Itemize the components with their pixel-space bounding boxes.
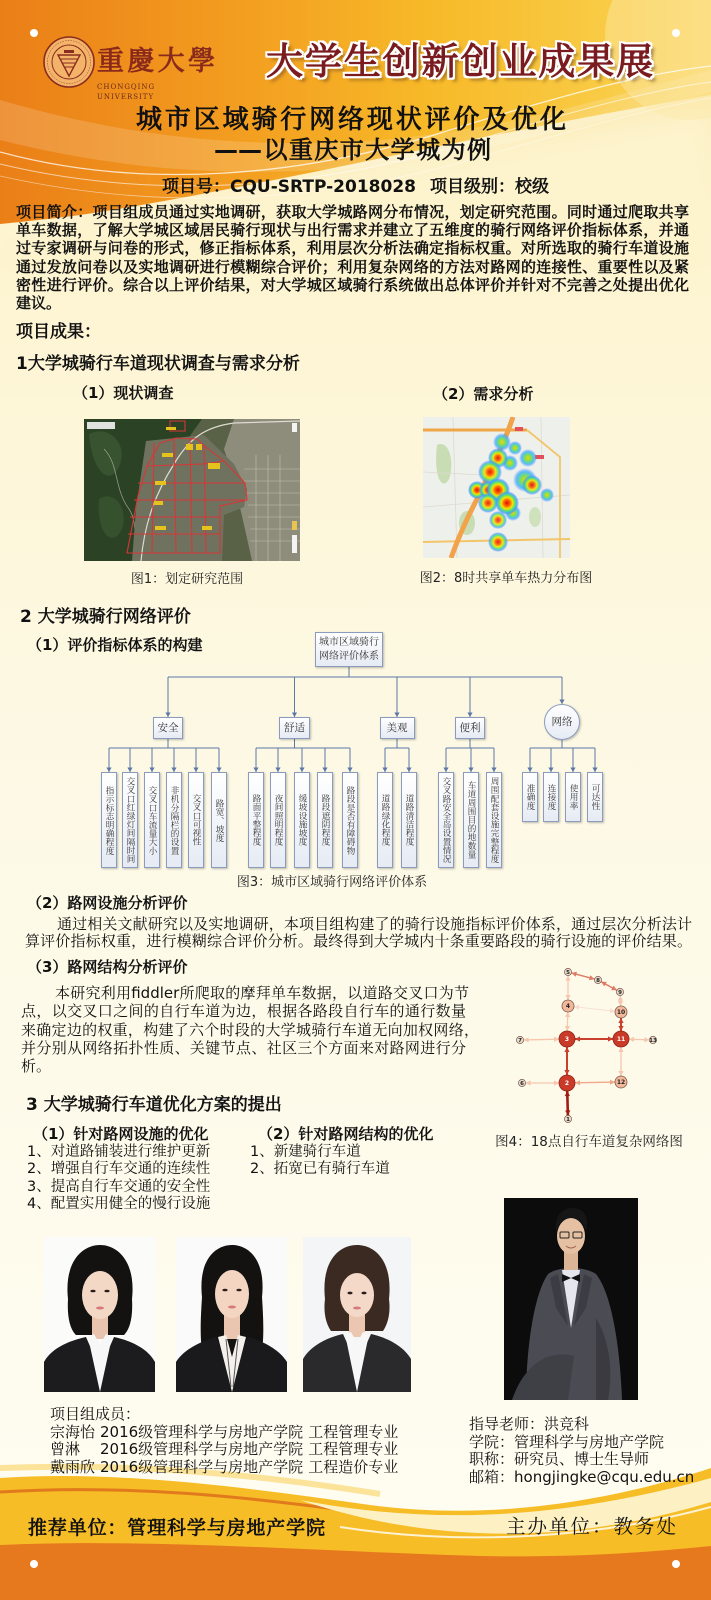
recommender-label: 推荐单位：: [28, 1517, 128, 1539]
advisor-school: 管理科学与房地产学院: [514, 1432, 665, 1451]
facility-optimization-title: （1）针对路网设施的优化: [33, 1125, 209, 1143]
team-member-row: [50, 1459, 398, 1477]
network-node-label: 13: [649, 1038, 657, 1044]
team-member-photo: [303, 1237, 411, 1392]
figure-1-caption: 图1：划定研究范围: [130, 572, 244, 587]
tree-leaf-indicator: 准确度: [522, 772, 538, 822]
facility-evaluation-paragraph: [25, 916, 692, 950]
abstract-line: 通过发放问卷以及实地调研进行模糊综合评价；利用复杂网络的方法对路网的连接性、重要性以及紧: [16, 257, 689, 276]
paragraph-line: 本研究利用fiddler所爬取的摩拜单车数据，以道路交叉口为节: [55, 984, 469, 1002]
tree-category-node: 美观: [380, 717, 415, 739]
network-edge: [574, 1007, 615, 1012]
results-heading: 项目成果：: [16, 322, 101, 342]
abstract-line: 建议。: [16, 293, 62, 312]
tree-leaf-indicator: 交叉口车流量大小: [144, 772, 160, 868]
network-edge-arrowhead: [565, 1091, 570, 1096]
network-edge-arrowhead: [618, 1047, 623, 1052]
advisor-photo: [504, 1198, 638, 1400]
paragraph-line: 来确定边的权重，构建了六个时段的大学城骑行车道无向加权网络，: [21, 1020, 479, 1039]
tree-leaf-indicator: 路段遮阴程度: [317, 772, 333, 868]
network-node-label: 5: [566, 970, 570, 976]
exhibition-title: 大学生创新创业成果展: [266, 40, 653, 83]
network-edge-arrowhead: [574, 1005, 579, 1010]
tree-leaf-indicator: 非机分隔栏的设置: [166, 772, 182, 868]
paragraph-line: 点，以交叉口之间的自行车道为边，根据各路段自行车的通行数量: [21, 1002, 466, 1021]
advisor-name-label: 指导老师：: [469, 1415, 545, 1433]
list-item: 1、新建骑行车道: [250, 1144, 361, 1160]
tree-root-node: [315, 632, 383, 667]
tree-leaf-indicator: 交叉路安全岛设置情况: [438, 772, 454, 868]
tree-category-node: 舒适: [279, 717, 310, 739]
network-node-label: 1: [566, 1117, 570, 1123]
network-edge-arrowhead: [618, 1071, 623, 1076]
network-edges: [524, 972, 650, 1116]
facility-optimization-list: [27, 1144, 210, 1213]
network-edge-arrowhead: [565, 1026, 570, 1031]
project-subtitle: ——以重庆市大学城为例: [214, 136, 491, 164]
network-edge-arrowhead: [564, 1047, 569, 1052]
network-edge-arrowhead: [526, 1080, 531, 1085]
team-member-row: [50, 1441, 398, 1459]
project-abstract: [16, 203, 689, 312]
figure-3-caption: 图3：城市区域骑行网络评价体系: [236, 875, 428, 890]
section-1-sub-status-survey: （1）现状调查: [73, 384, 174, 402]
advisor-info: [469, 1416, 694, 1487]
advisor-title-row: [469, 1451, 694, 1469]
organizer-name: 教务处: [613, 1515, 676, 1538]
structure-evaluation-paragraph: [21, 984, 479, 1076]
tree-leaf-indicator: 路面平整程度: [248, 772, 264, 868]
network-node-label: 12: [616, 1079, 626, 1086]
structure-optimization-list: [250, 1144, 390, 1179]
abstract-line: 密性进行评价。综合以上评价结果，对大学城区域骑行系统做出总体评价并针对不完善之处提出优化: [16, 275, 689, 294]
tree-leaf-indicator: 道路绿化程度: [377, 772, 393, 868]
network-edge-arrowhead: [565, 1012, 570, 1017]
advisor-email: hongjingke@cqu.edu.cn: [514, 1468, 695, 1487]
network-edge-arrowhead: [618, 1018, 623, 1023]
tree-leaf-indicator: 指示标志明确程度: [101, 772, 117, 868]
advisor-school-row: [469, 1434, 694, 1452]
project-level-label: 项目级别：: [429, 177, 515, 197]
network-edge-arrowhead: [565, 1110, 570, 1115]
network-edge: [575, 1082, 615, 1083]
section-1-heading: 1大学城骑行车道现状调查与需求分析: [16, 354, 300, 374]
figure-1-satellite-map: [84, 419, 300, 561]
section-2-sub-index-system: （1）评价指标体系的构建: [27, 636, 203, 654]
network-node-label: 11: [616, 1036, 626, 1043]
project-info-line: [162, 177, 549, 197]
figure-4-caption: 图4：18点自行车道复杂网络图: [495, 1134, 683, 1150]
network-edge-arrowhead: [564, 1070, 569, 1075]
section-3-heading: 3 大学城骑行车道优化方案的提出: [26, 1095, 282, 1115]
network-edge: [524, 1039, 559, 1040]
network-edge-arrowhead: [554, 1037, 559, 1042]
tree-leaf-indicator: 使用率: [565, 772, 581, 822]
section-2-sub-facility-evaluation: （2）路网设施分析评价: [27, 894, 188, 912]
list-item: 4、配置实用健全的慢行设施: [27, 1195, 211, 1212]
abstract-label: 项目简介：: [16, 203, 93, 221]
tree-leaf-indicator: 路宽、坡度: [211, 772, 227, 868]
network-node-label: 9: [618, 990, 622, 996]
project-number: CQU-SRTP-2018028: [230, 177, 416, 197]
organizing-unit: [506, 1516, 676, 1538]
member-major: 工程管理专业: [308, 1440, 399, 1459]
tree-leaf-indicator: 交叉口可视性: [188, 772, 204, 868]
advisor-name: 洪竞科: [544, 1415, 590, 1433]
member-name: 曾淋: [50, 1440, 81, 1459]
advisor-title-label: 职称：: [469, 1450, 515, 1469]
university-seal-logo: [42, 35, 96, 89]
section-2-sub-structure-evaluation: （3）路网结构分析评价: [27, 958, 188, 976]
paragraph-line: 析。: [21, 1057, 52, 1076]
network-edge-arrowhead: [629, 1037, 634, 1042]
network-edge-arrowhead: [618, 996, 623, 1001]
abstract-text: 项目组成员通过实地调研，获取大学城路网分布情况，划定研究范围。同时通过爬取共享: [92, 203, 689, 221]
paragraph-line: 并分别从网络拓扑性质、关键节点、社区三个方面来对路网进行分: [21, 1038, 466, 1057]
tree-category-node: 网络: [544, 704, 580, 740]
section-2-heading: 2 大学城骑行网络评价: [20, 607, 191, 627]
list-item: 1、对道路铺装进行维护更新: [27, 1144, 211, 1160]
network-edge-arrowhead: [524, 1037, 529, 1042]
university-name-cn: 重慶大學: [97, 46, 215, 77]
network-edge-arrowhead: [565, 976, 570, 981]
network-node-label: 10: [616, 1009, 626, 1016]
network-node-label: 6: [520, 1081, 524, 1087]
network-edge-arrowhead: [610, 1080, 615, 1085]
tree-leaf-indicator: 可达性: [587, 772, 603, 822]
team-label: 项目组成员：: [50, 1405, 141, 1423]
figure-2-caption: 图2：8时共享单车热力分布图: [419, 571, 593, 586]
section-1-sub-demand-analysis: （2）需求分析: [433, 385, 534, 403]
tree-leaf-indicator: 道路清洁程度: [401, 772, 417, 868]
paragraph-line: 通过相关文献研究以及实地调研，本项目组构建了的骑行设施指标评价体系，通过层次分析法计: [57, 915, 692, 933]
project-title: 城市区域骑行网络现状评价及优化: [136, 105, 566, 135]
abstract-line: 过专家调研与问卷的形式，修正指标体系，利用层次分析法确定指标权重。对所选取的骑行车道设施: [16, 239, 689, 258]
network-node-label: 4: [565, 1003, 571, 1010]
member-school: 2016级管理科学与房地产学院: [100, 1422, 304, 1441]
paragraph-line: 算评价指标权重，进行模糊综合评价分析。最终得到大学城内十条重要路段的骑行设施的评价结果。: [25, 932, 692, 950]
team-member-row: [50, 1424, 398, 1442]
member-school: 2016级管理科学与房地产学院: [100, 1458, 304, 1477]
project-level: 校级: [514, 177, 549, 197]
network-edge-arrowhead: [565, 995, 570, 1000]
list-item: 3、提高自行车交通的安全性: [27, 1178, 211, 1195]
team-member-photo: [176, 1237, 287, 1392]
member-name: 戴雨欣: [50, 1458, 96, 1477]
figure-4-network-graph: [490, 960, 690, 1130]
organizer-label: 主办单位：: [506, 1515, 614, 1538]
advisor-email-label: 邮箱：: [469, 1468, 515, 1487]
tree-category-node: 安全: [153, 717, 183, 739]
tree-leaf-indicator: 夜间照明程度: [270, 772, 286, 868]
tree-leaf-indicator: 连接度: [543, 772, 559, 822]
member-school: 2016级管理科学与房地产学院: [100, 1440, 304, 1459]
structure-optimization-title: （2）针对路网结构的优化: [258, 1125, 434, 1143]
network-edge-arrowhead: [575, 1080, 580, 1085]
team-member-photo: [44, 1237, 155, 1392]
root-label-line: 城市区域骑行: [319, 637, 379, 648]
figure-2-heatmap: [423, 417, 570, 558]
network-edge-arrowhead: [610, 1008, 615, 1013]
member-name: 宗海怡: [50, 1422, 96, 1441]
team-members: [50, 1406, 398, 1477]
advisor-title: 研究员、博士生导师: [514, 1450, 650, 1469]
network-edge-arrowhead: [618, 1001, 623, 1006]
advisor-name-row: [469, 1416, 694, 1434]
network-node-label: 3: [564, 1036, 570, 1043]
advisor-school-label: 学院：: [469, 1432, 515, 1451]
network-node-label: 8: [596, 978, 600, 984]
list-item: 2、拓宽已有骑行车道: [250, 1161, 390, 1178]
recommender-name: 管理科学与房地产学院: [127, 1517, 325, 1539]
tree-leaf-indicator: 交叉口红绿灯间隔时间: [122, 772, 138, 868]
advisor-email-row: [469, 1469, 694, 1487]
network-edge-arrowhead: [618, 1026, 623, 1031]
tree-category-node: 便利: [455, 717, 485, 739]
university-name-en: CHONGQING UNIVERSITY: [97, 83, 156, 101]
tree-leaf-indicator: 车道周围目的地数量: [463, 772, 479, 868]
network-edge-arrowhead: [608, 1036, 613, 1041]
list-item: 2、增强自行车交通的连续性: [27, 1161, 211, 1178]
tree-leaf-indicator: 路段是否有障碍物: [342, 772, 358, 868]
network-edge-arrowhead: [554, 1080, 559, 1085]
project-number-label: 项目号：: [162, 177, 230, 197]
tree-leaf-indicator: 缓坡设施坡度: [294, 772, 310, 868]
abstract-line: [16, 203, 689, 221]
network-node-label: 7: [518, 1038, 522, 1044]
abstract-line: 单车数据，了解大学城区域居民骑行现状与出行需求并建立了五维度的骑行网络评价指标体系，并通: [16, 221, 689, 240]
tree-leaf-indicator: 周围配套设施完整程度: [486, 772, 502, 868]
network-nodes: [516, 968, 657, 1123]
root-label-line: 网络评价体系: [319, 651, 379, 662]
network-edge-arrowhead: [575, 1036, 580, 1041]
network-node-label: 2: [564, 1080, 570, 1087]
member-major: 工程管理专业: [308, 1422, 399, 1441]
evaluation-index-tree-diagram: [0, 620, 711, 875]
recommending-unit: [28, 1517, 325, 1539]
member-major: 工程造价专业: [308, 1458, 399, 1477]
